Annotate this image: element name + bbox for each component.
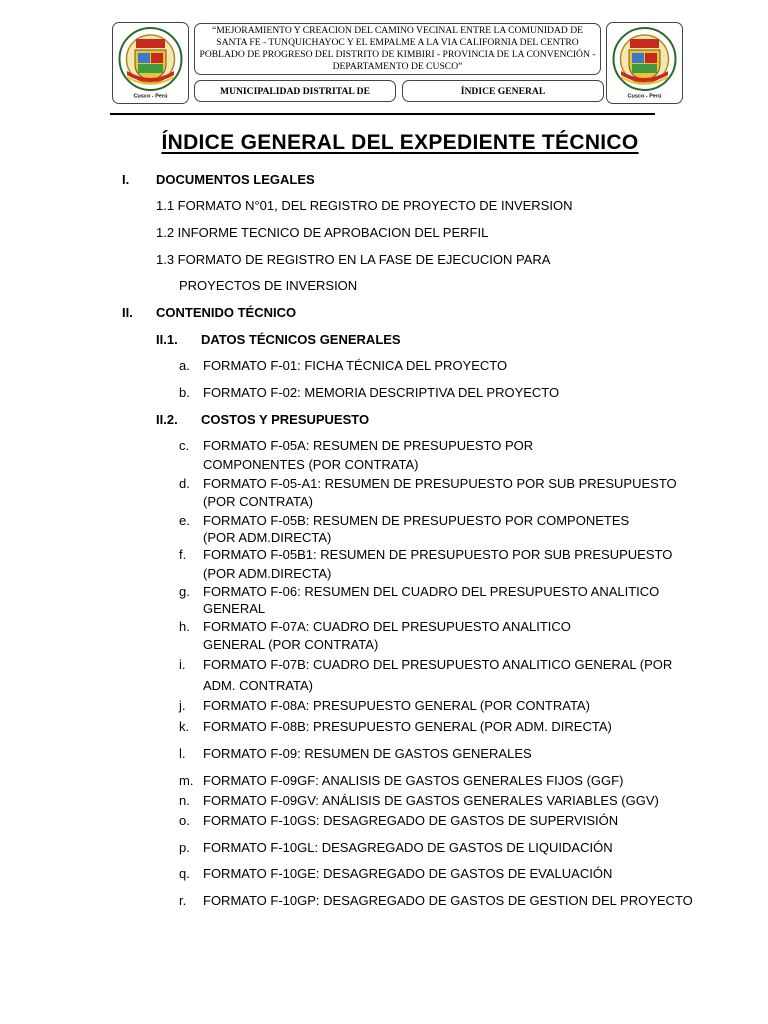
subsection-label: COSTOS Y PRESUPUESTO [201,412,370,427]
list-item: FORMATO F-02: MEMORIA DESCRIPTIVA DEL PROYECTO [203,385,560,400]
list-item: FORMATO F-05B1: RESUMEN DE PRESUPUESTO POR SUB PRESUPUESTO [203,547,673,562]
item-letter: g. [179,584,190,599]
list-item: FORMATO F-07A: CUADRO DEL PRESUPUESTO ANALITICO [203,619,571,634]
item-letter: n. [179,793,190,808]
list-item: FORMATO F-05B: RESUMEN DE PRESUPUESTO POR COMPONETES [203,513,630,528]
item-letter: e. [179,513,190,528]
item-letter: j. [179,698,186,713]
list-item-continuation: ADM. CONTRATA) [203,678,314,693]
item-letter: c. [179,438,190,453]
list-item: FORMATO F-05A: RESUMEN DE PRESUPUESTO POR [203,438,534,453]
list-item: FORMATO F-08A: PRESUPUESTO GENERAL (POR CONTRATA) [203,698,590,713]
list-item: PROYECTOS DE INVERSION [179,278,358,293]
item-letter: b. [179,385,190,400]
svg-text:Cusco - Perú: Cusco - Perú [133,93,168,100]
list-item: FORMATO F-06: RESUMEN DEL CUADRO DEL PRESUPUESTO ANALITICO [203,584,660,599]
item-letter: d. [179,476,190,491]
coat-of-arms-icon [113,23,188,103]
item-letter: l. [179,746,186,761]
document-title: ÍNDICE GENERAL DEL EXPEDIENTE TÉCNICO [161,131,639,154]
item-letter: h. [179,619,190,634]
item-letter: k. [179,719,190,734]
section-label-box [402,80,604,102]
list-item: FORMATO F-07B: CUADRO DEL PRESUPUESTO ANALITICO GENERAL (POR [203,657,673,672]
header-divider [110,113,655,115]
subsection-number: II.2. [156,412,178,427]
list-item: FORMATO F-09GV: ANÁLISIS DE GASTOS GENERALES VARIABLES (GGV) [203,793,659,808]
list-item: FORMATO F-10GS: DESAGREGADO DE GASTOS DE SUPERVISIÓN [203,813,619,828]
list-item: 1.1 FORMATO N°01, DEL REGISTRO DE PROYECTO DE INVERSION [156,198,573,213]
list-item: FORMATO F-10GE: DESAGREGADO DE GASTOS DE EVALUACIÓN [203,866,613,881]
list-item: FORMATO F-09GF: ANALISIS DE GASTOS GENERALES FIJOS (GGF) [203,773,624,788]
list-item: 1.2 INFORME TECNICO DE APROBACION DEL PERFIL [156,225,489,240]
coat-of-arms-icon [607,23,682,103]
section-number: II. [122,305,133,320]
item-letter: o. [179,813,190,828]
section-label: CONTENIDO TÉCNICO [156,305,297,320]
list-item: FORMATO F-08B: PRESUPUESTO GENERAL (POR ADM. DIRECTA) [203,719,612,734]
municipality-label-box [194,80,396,102]
list-item-continuation: GENERAL (POR CONTRATA) [203,637,379,652]
municipality-logo-right [606,22,683,104]
item-letter: r. [179,893,187,908]
project-title-box [194,23,601,75]
item-letter: f. [179,547,187,562]
item-letter: q. [179,866,190,881]
municipality-logo-left [112,22,189,104]
list-item: FORMATO F-01: FICHA TÉCNICA DEL PROYECTO [203,358,508,373]
subsection-number: II.1. [156,332,178,347]
item-letter: m. [179,773,194,788]
municipality-label: MUNICIPALIDAD DISTRITAL DE [220,85,370,97]
list-item-continuation: (POR ADM.DIRECTA) [203,530,332,545]
list-item: FORMATO F-10GL: DESAGREGADO DE GASTOS DE LIQUIDACIÓN [203,840,613,855]
project-title: “MEJORAMIENTO Y CREACION DEL CAMINO VECINAL ENTRE LA COMUNIDAD DE SANTA FE - TUNQUICHAYOC Y EL EMPALME A LA VIA CALIFORNIA DEL CENTRO POBLADO DE PROGRESO DEL DISTRITO DE KIMBIRI - PROVINCIA DE LA CONVENCIÓN - DEPARTAMENTO DE CUSCO” [199,24,596,73]
list-item-continuation: (POR ADM.DIRECTA) [203,566,332,581]
list-item-continuation: (POR CONTRATA) [203,494,314,509]
list-item-continuation: GENERAL [203,601,266,616]
item-letter: a. [179,358,190,373]
list-item: FORMATO F-09: RESUMEN DE GASTOS GENERALES [203,746,532,761]
section-number: I. [122,172,130,187]
list-item-continuation: COMPONENTES (POR CONTRATA) [203,457,419,472]
list-item: 1.3 FORMATO DE REGISTRO EN LA FASE DE EJECUCION PARA [156,252,551,267]
list-item: FORMATO F-10GP: DESAGREGADO DE GASTOS DE GESTION DEL PROYECTO [203,893,693,908]
item-letter: p. [179,840,190,855]
list-item: FORMATO F-05-A1: RESUMEN DE PRESUPUESTO POR SUB PRESUPUESTO [203,476,677,491]
subsection-label: DATOS TÉCNICOS GENERALES [201,332,401,347]
svg-text:Cusco - Perú: Cusco - Perú [627,93,662,100]
section-label: ÍNDICE GENERAL [460,85,546,97]
section-label: DOCUMENTOS LEGALES [156,172,315,187]
item-letter: i. [179,657,186,672]
